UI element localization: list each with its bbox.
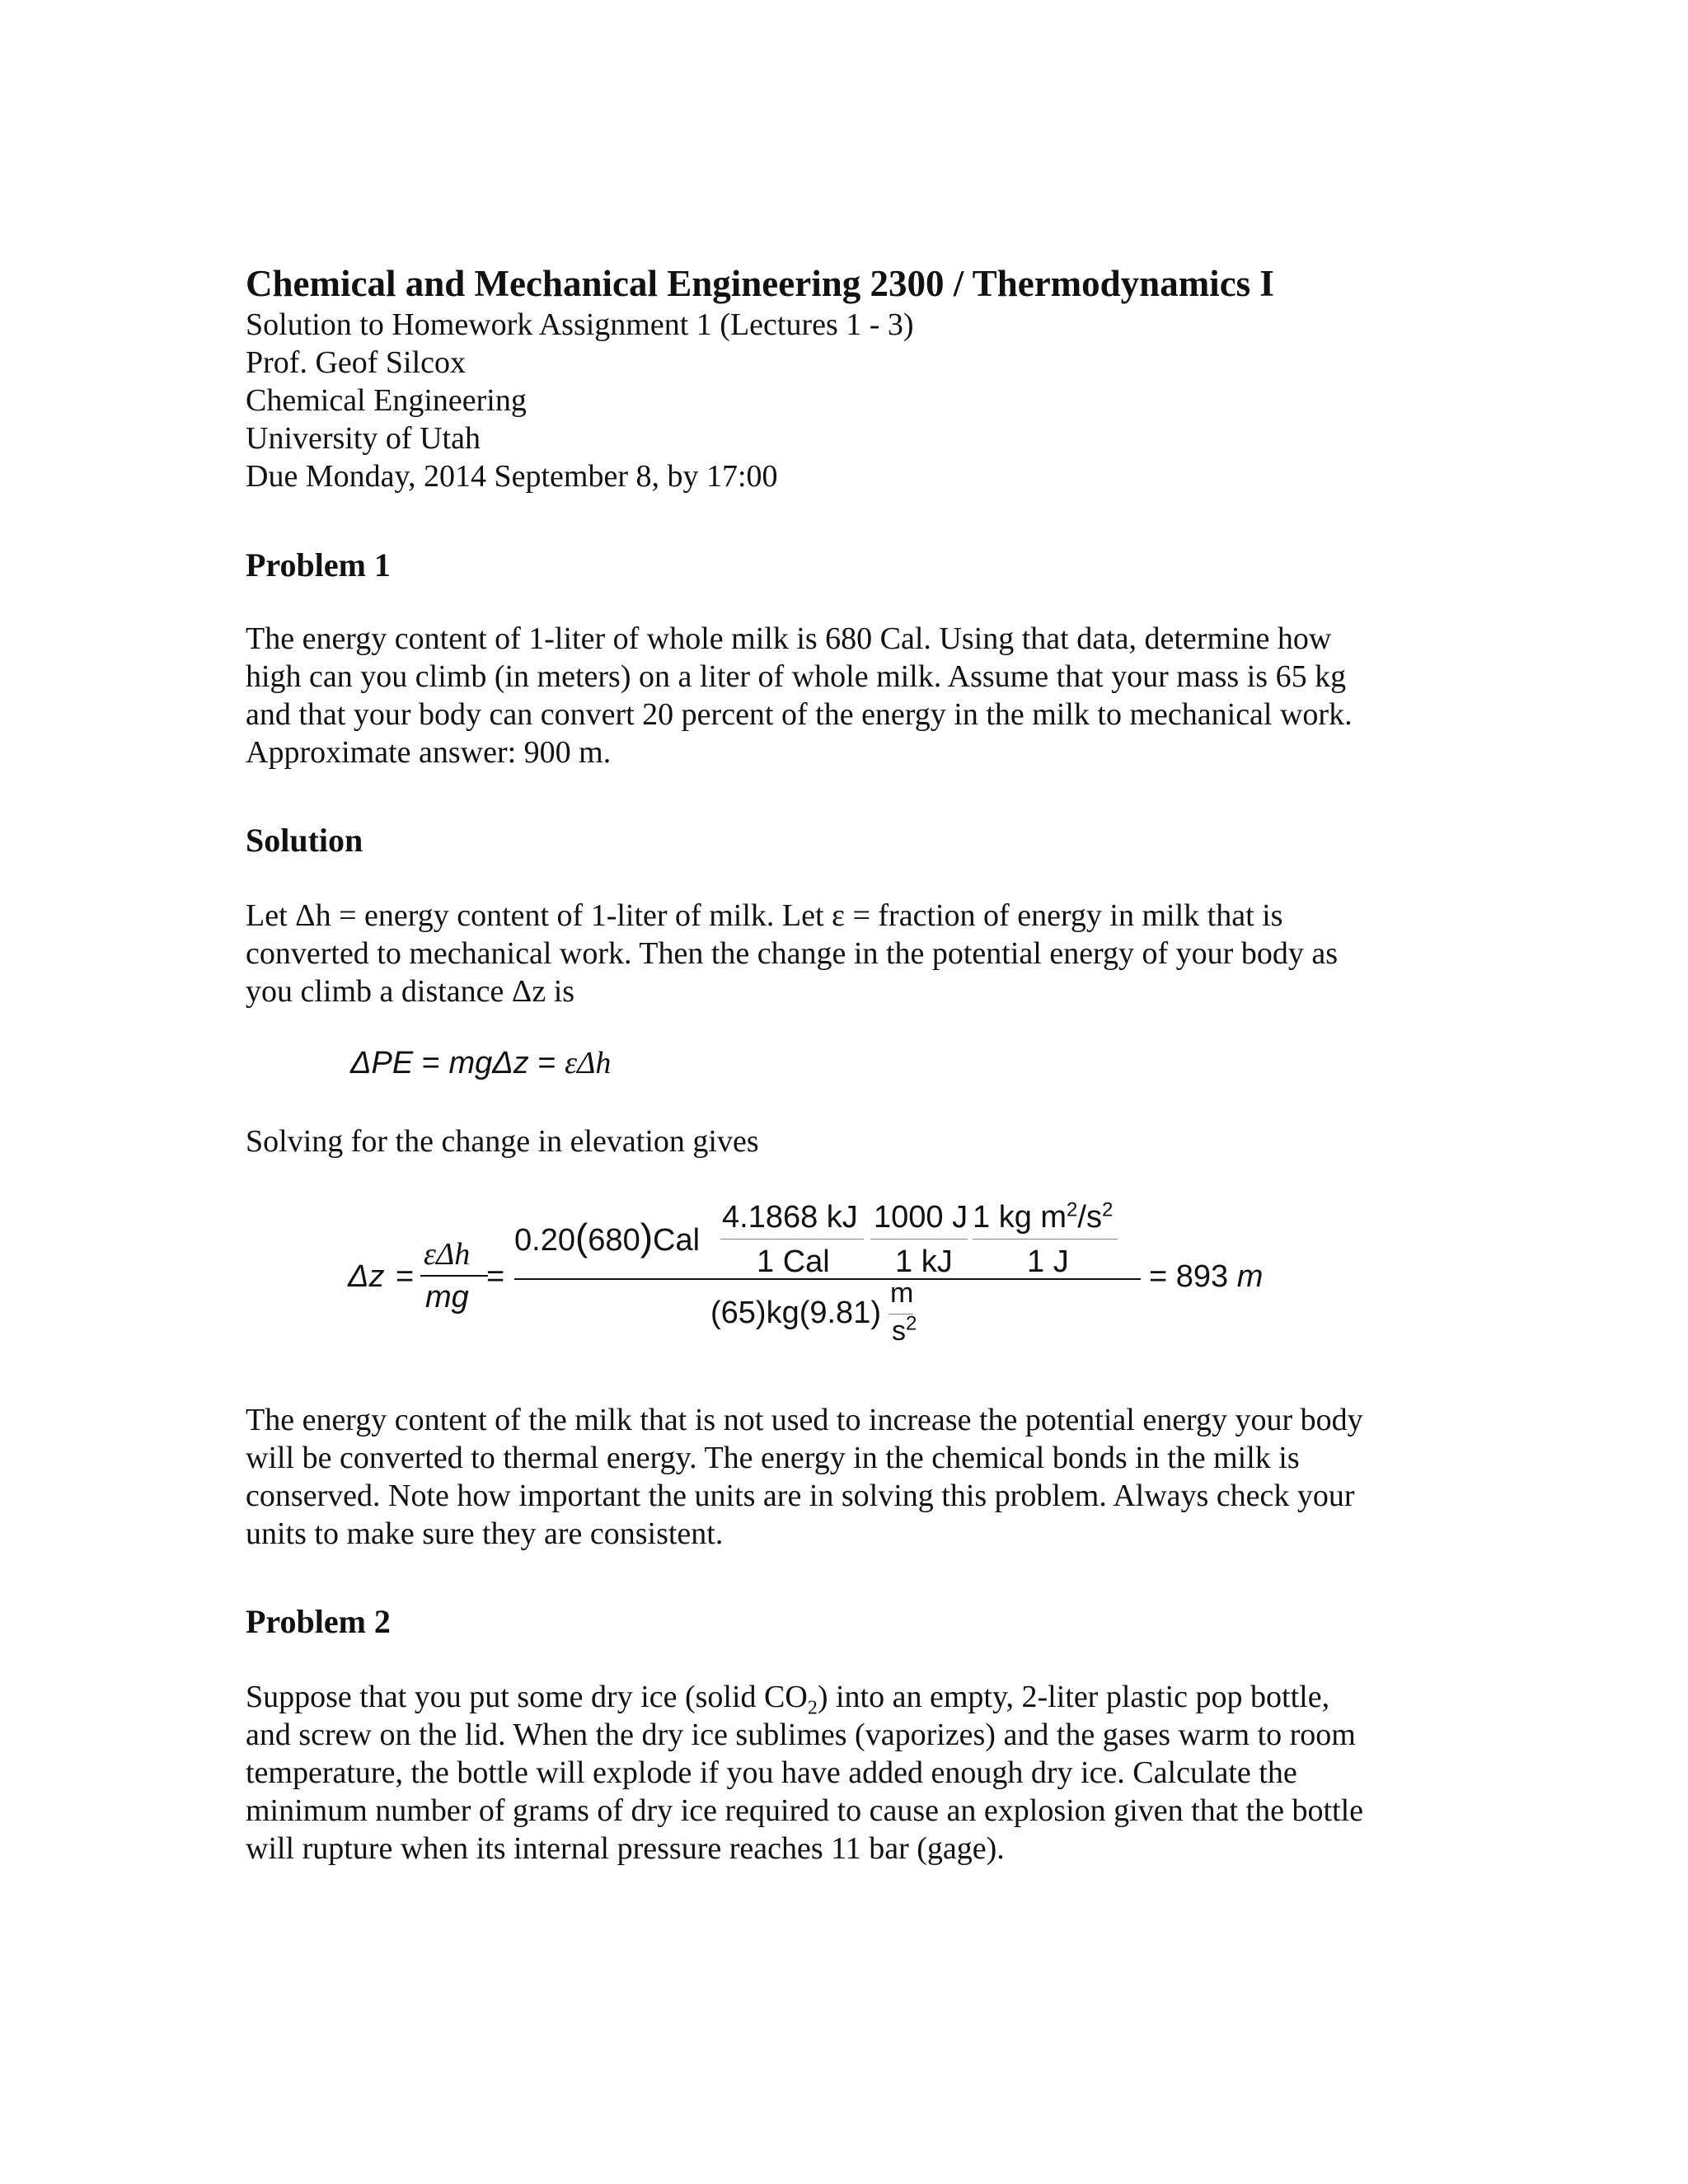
eq1-middle: mgΔz (448, 1046, 529, 1080)
conv3-denominator: 1 J (1027, 1244, 1069, 1279)
conv2-bar (870, 1239, 968, 1240)
eq2-equals-1: = (396, 1259, 415, 1294)
problem-1-line: Approximate answer: 900 m. (246, 735, 612, 770)
eq1-equals: = (421, 1046, 440, 1080)
solution-intro-line: Let Δh = energy content of 1-liter of milk. Let ε = fraction of energy in milk that is (246, 898, 1283, 933)
eq2-frac1-numerator: εΔh (424, 1237, 471, 1272)
conv1-denominator: 1 Cal (757, 1244, 830, 1279)
problem-2-heading: Problem 2 (246, 1603, 391, 1640)
eq2-den-unit-denominator: $s^2$ (892, 1312, 917, 1347)
university-name: University of Utah (246, 421, 481, 456)
conv3-numerator: 1 kg $m^2/s^2$ (973, 1198, 1114, 1235)
due-date: Due Monday, 2014 September 8, by 17:00 (246, 459, 778, 494)
department-name: Chemical Engineering (246, 383, 527, 418)
eq1-equals: = (537, 1046, 556, 1080)
eq2-result: = 893 m (1149, 1259, 1264, 1294)
problem-2-line: temperature, the bottle will explode if you have added enough dry ice. Calculate the (246, 1755, 1297, 1790)
solving-text: Solving for the change in elevation gives (246, 1124, 759, 1159)
conv1-bar (720, 1239, 864, 1240)
problem-1-heading: Problem 1 (246, 546, 391, 583)
solution-closing (246, 1401, 1449, 1553)
solution-intro (246, 897, 1449, 1010)
course-title: Chemical and Mechanical Engineering 2300 / Thermodynamics I (246, 263, 1274, 304)
eq2-numerator-lead: 0.20(680)Cal (514, 1216, 701, 1258)
eq2-denominator: (65)kg(9.81) (710, 1296, 881, 1330)
eq2-den-unit-numerator: m (890, 1277, 914, 1309)
solution-closing-line: will be converted to thermal energy. The energy in the chemical bonds in the milk is (246, 1441, 1300, 1475)
conv2-denominator: 1 kJ (895, 1244, 953, 1279)
problem-1-text (246, 620, 1449, 771)
eq2-equals-2: = (486, 1259, 505, 1294)
eq2-lhs: Δz (348, 1259, 385, 1294)
professor-name: Prof. Geof Silcox (246, 345, 467, 380)
solution-closing-line: The energy content of the milk that is not used to increase the potential energy your body (246, 1403, 1363, 1437)
eq2-frac1-bar (420, 1275, 488, 1277)
problem-1-line: high can you climb (in meters) on a liter of whole milk. Assume that your mass is 65 kg (246, 659, 1347, 694)
conv2-numerator: 1000 J (874, 1200, 968, 1235)
solution-intro-line: you climb a distance Δz is (246, 974, 575, 1009)
potential-energy-equation (350, 1045, 611, 1081)
solution-closing-line: conserved. Note how important the units are in solving this problem. Always check your (246, 1479, 1355, 1513)
solution-closing-line: units to make sure they are consistent. (246, 1516, 724, 1551)
eq1-rhs: εΔh (565, 1046, 612, 1080)
conv1-numerator: 4.1868 kJ (722, 1200, 858, 1235)
problem-1-line: and that your body can convert 20 percent of the energy in the milk to mechanical work. (246, 697, 1353, 732)
solution-heading: Solution (246, 822, 363, 859)
assignment-subtitle: Solution to Homework Assignment 1 (Lectures 1 - 3) (246, 307, 914, 342)
solution-intro-line: converted to mechanical work. Then the change in the potential energy of your body as (246, 936, 1338, 971)
eq1-lhs: ΔPE (350, 1046, 414, 1080)
conv3-bar (973, 1239, 1118, 1240)
problem-2-line: will rupture when its internal pressure reaches 11 bar (gage). (246, 1831, 1005, 1866)
problem-1-line: The energy content of 1-liter of whole milk is 680 Cal. Using that data, determine how (246, 621, 1332, 656)
problem-2-line: minimum number of grams of dry ice required to cause an explosion given that the bottle (246, 1793, 1364, 1828)
problem-2-line: Suppose that you put some dry ice (solid $CO_2$) into an empty, 2-liter plastic pop bottle, (246, 1680, 1330, 1719)
problem-2-text (246, 1678, 1449, 1868)
eq2-frac1-denominator: mg (425, 1280, 469, 1315)
problem-2-line: and screw on the lid. When the dry ice sublimes (vaporizes) and the gases warm to room (246, 1718, 1356, 1752)
